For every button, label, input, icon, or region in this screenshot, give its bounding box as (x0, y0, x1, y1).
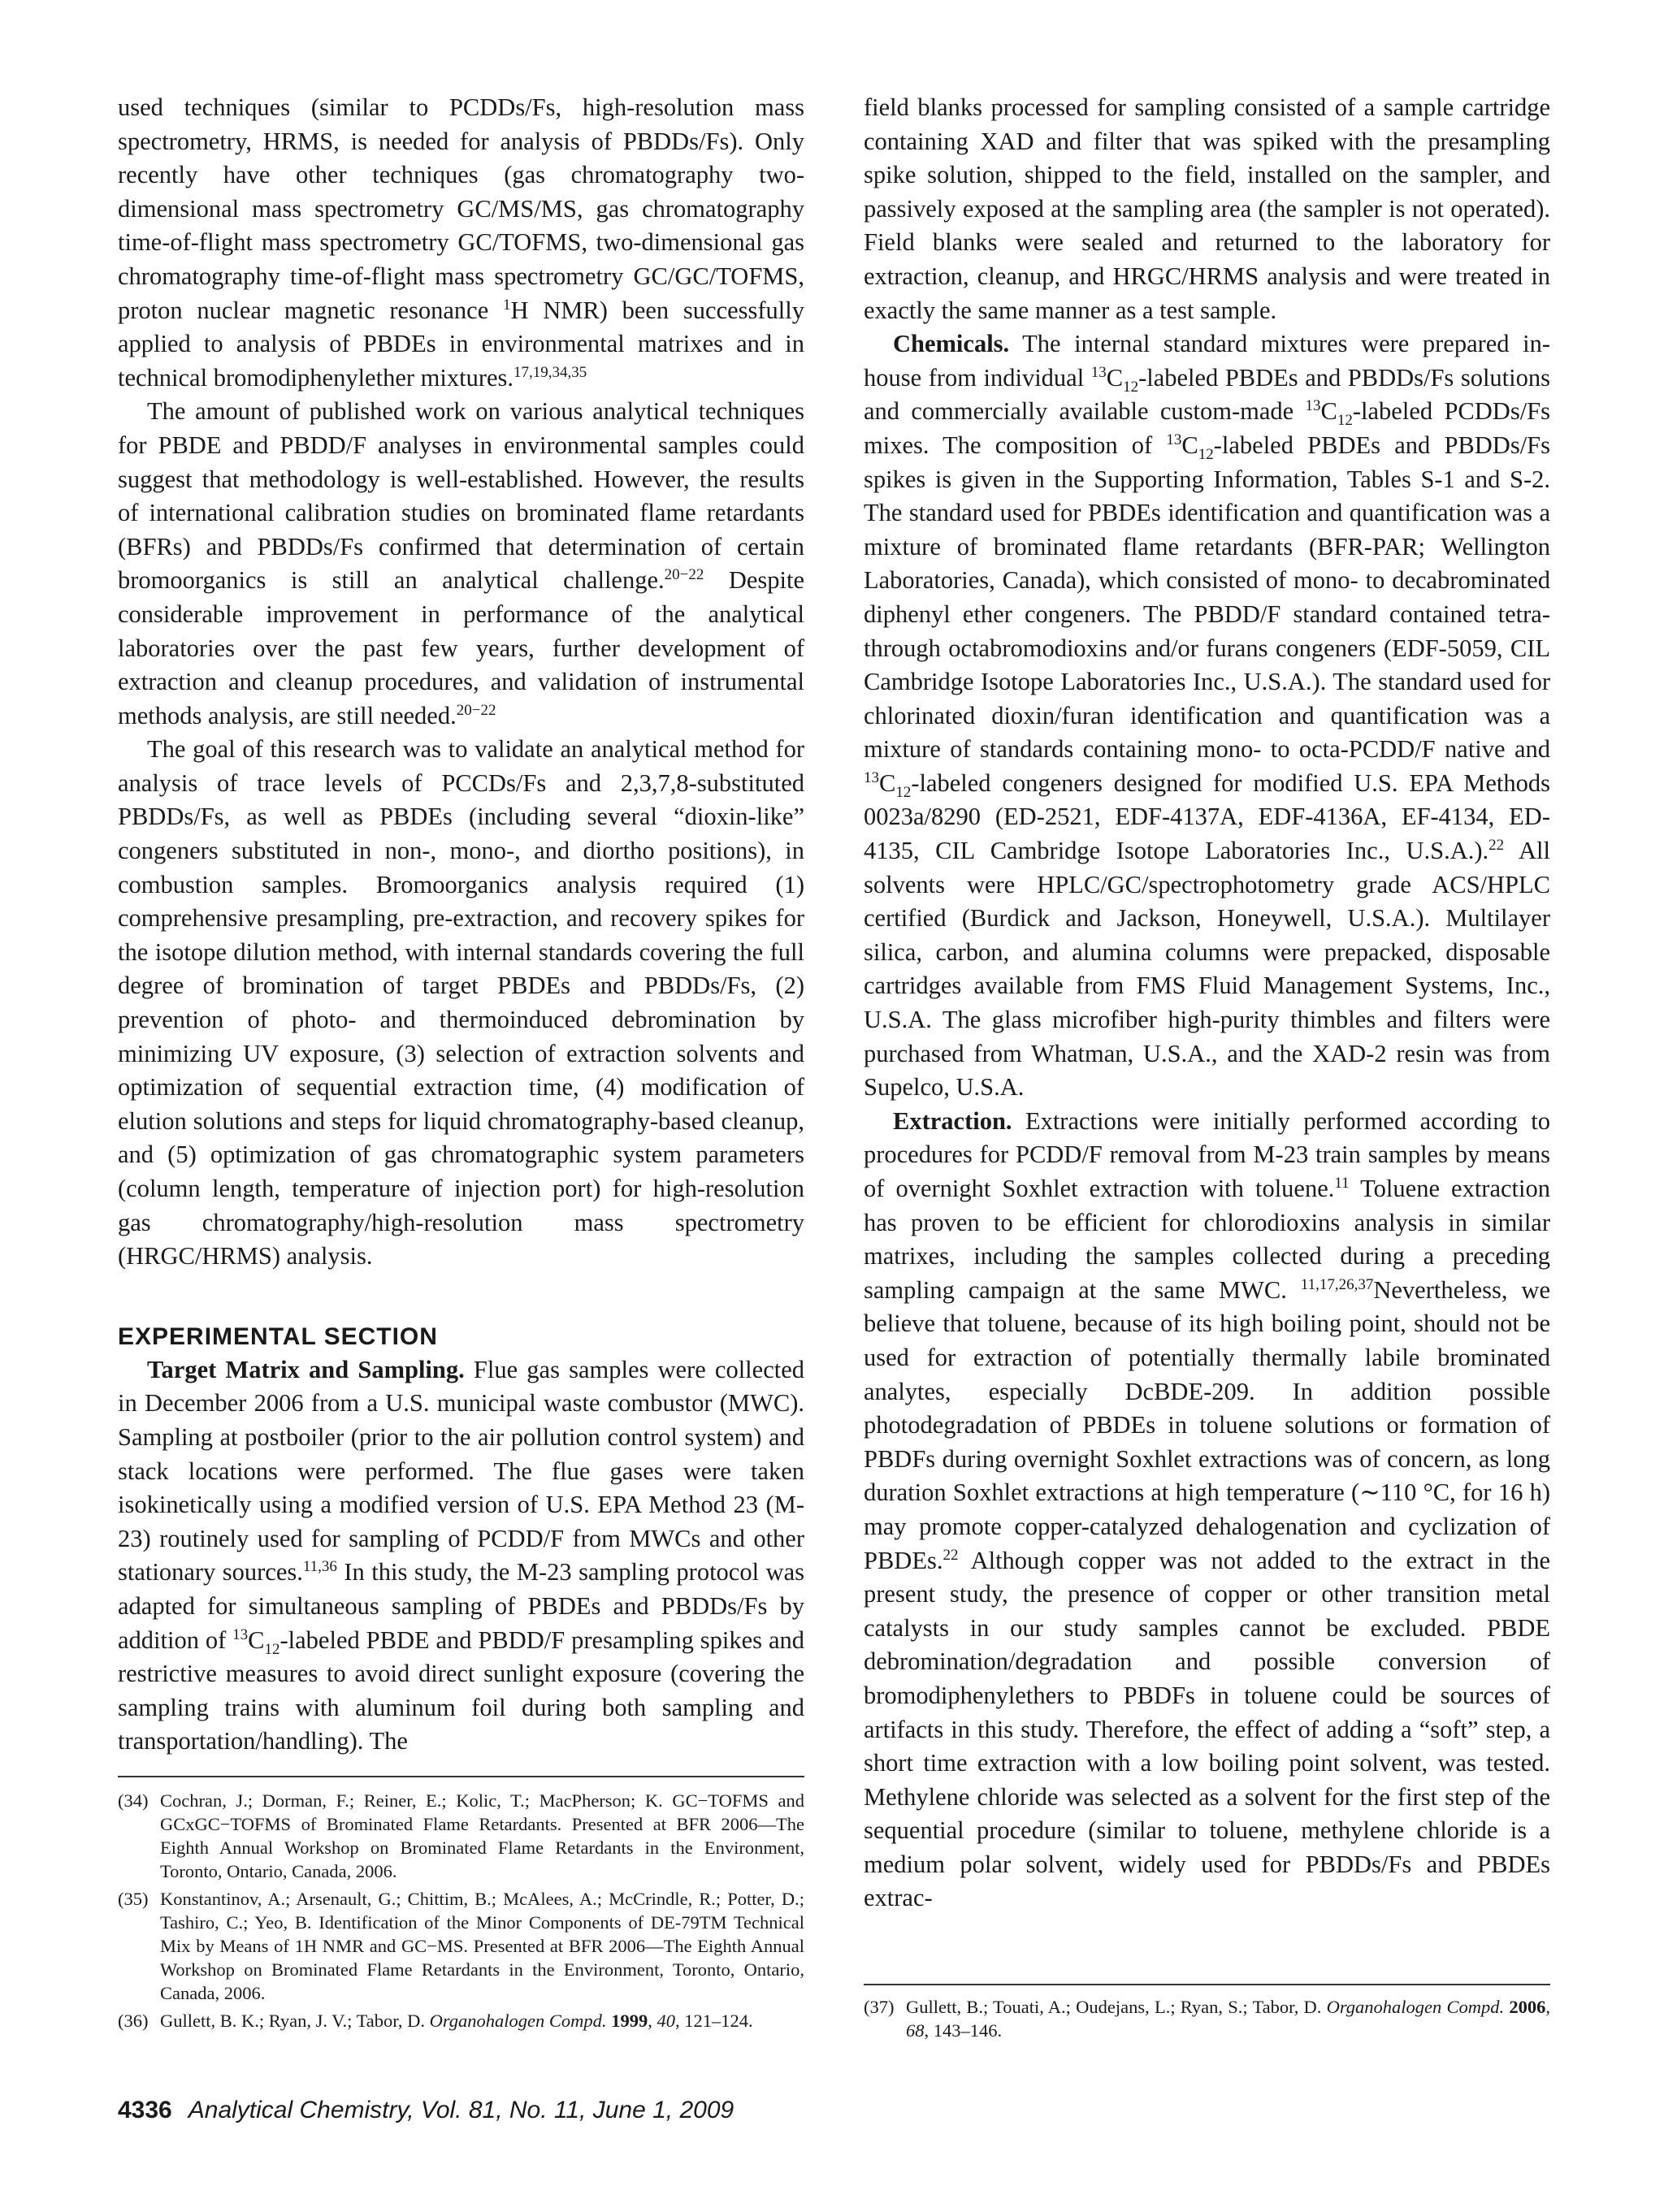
paragraph-research-goal: The goal of this research was to validate an analytical method for analysis of trace levels of PCCDs/Fs and 2,3,7,8-substituted PBDDs/Fs, as well as PBDEs (including several “dioxin-like” congeners substituted in non-, mono-, and diortho positions), in combustion samples. Bromoorganics analysis required (1) comprehensive presampling, pre-extraction, and recovery spikes for the isotope dilution method, with internal standards covering the full degree of bromination of target PBDEs and PBDDs/Fs, (2) prevention of photo- and thermoinduced debromination by minimizing UV exposure, (3) selection of extraction solvents and optimization of sequential extraction time, (4) modification of elution solutions and steps for liquid chromatography-based cleanup, and (5) optimization of gas chromatographic system parameters (column length, temperature of injection port) for high-resolution gas chromatography/high-resolution mass spectrometry (HRGC/HRMS) analysis. (118, 735, 804, 1270)
footnote-35: (35) Konstantinov, A.; Arsenault, G.; Chittim, B.; McAlees, A.; McCrindle, R.; Potter, D.; Tashiro, C.; Yeo, B. Identification of the Minor Components of DE-79TM Technical Mix by Means of 1H NMR and GC−MS. Presented at BFR 2006—The Eighth Annual Workshop on Brominated Flame Retardants in the Environment, Toronto, Ontario, Canada, 2006. (118, 1889, 804, 2003)
paragraph-published-work: The amount of published work on various analytical techniques for PBDE and PBDD/F analyses in environmental samples could suggest that methodology is well-established. However, the results of international calibration studies on brominated flame retardants (BFRs) and PBDDs/Fs confirmed that determination of certain bromoorganics is still an analytical challenge.$^{20-22}$ Despite considerable improvement in performance of the analytical laboratories over the past few years, further development of extraction and cleanup procedures, and validation of instrumental methods analysis, are still needed.$^{20-22}$ (118, 397, 804, 729)
citation: 11,36 (302, 1558, 337, 1576)
citation: 20−22 (456, 701, 496, 719)
footnote-36: (36) Gullett, B. K.; Ryan, J. V.; Tabor, D. Organohalogen Compd. 1999, 40, 121–124. (118, 2011, 753, 2031)
footnotes-right (864, 1995, 1550, 2046)
citation: 17,19,34,35 (514, 363, 587, 381)
footnote-rule-left (118, 1776, 804, 1777)
journal-citation: Analytical Chemistry, Vol. 81, No. 11, June 1, 2009 (188, 2097, 734, 2123)
citation: 20−22 (664, 566, 704, 584)
paragraph-intro-continued: used techniques (similar to PCDDs/Fs, high-resolution mass spectrometry, HRMS, is needed for analysis of PBDDs/Fs). Only recently have other techniques (gas chromatography two-dimensional mass spectrometry GC/MS/MS, gas chromatography time-of-flight mass spectrometry GC/TOFMS, two-dimensional gas chromatography time-of-flight mass spectrometry GC/GC/TOFMS, proton nuclear magnetic resonance $^1$H NMR) been successfully applied to analysis of PBDEs in environmental matrixes and in technical bromodiphenylether mixtures.$^{17,19,34,35}$ (118, 93, 804, 392)
page-number: 4336 (118, 2097, 172, 2123)
paragraph-chemicals: Chemicals. The internal standard mixtures were prepared in-house from individual $^{13}C_{12}$-labeled PBDEs and PBDDs/Fs solutions and commercially available custom-made $^{13}C_{12}$-labeled PCDDs/Fs mixes. The composition of $^{13}C_{12}$-labeled PBDEs and PBDDs/Fs spikes is given in the Supporting Information, Tables S-1 and S-2. The standard used for PBDEs identification and quantification was a mixture of brominated flame retardants (BFR-PAR; Wellington Laboratories, Canada), which consisted of mono- to decabrominated diphenyl ether congeners. The PBDD/F standard contained tetra- through octabromodioxins and/or furans congeners (EDF-5059, CIL Cambridge Isotope Laboratories Inc., U.S.A.). The standard used for chlorinated dioxin/furan identification and quantification was a mixture of standards containing mono- to octa-PCDD/F native and $^{13}C_{12}$-labeled congeners designed for modified U.S. EPA Methods 0023a/8290 (ED-2521, EDF-4137A, EDF-4136A, EF-4134, ED-4135, CIL Cambridge Isotope Laboratories Inc., U.S.A.).$^{22}$ All solvents were HPLC/GC/spectrophotometry grade ACS/HPLC certified (Burdick and Jackson, Honeywell, U.S.A.). Multilayer silica, carbon, and alumina columns were prepacked, disposable cartridges available from FMS Fluid Management Systems, Inc., U.S.A. The glass microfiber high-purity thimbles and filters were purchased from Whatman, U.S.A., and the XAD-2 resin was from Supelco, U.S.A. (864, 330, 1551, 1102)
right-column (864, 91, 1550, 1915)
run-in-heading: Extraction. (893, 1106, 1012, 1135)
page-footer (118, 2094, 734, 2127)
paragraph-extraction: Extraction. Extractions were initially performed according to procedures for PCDD/F removal from M-23 train samples by means of overnight Soxhlet extraction with toluene.$^{11}$ Toluene extraction has proven to be efficient for chlorodioxins analysis in similar matrixes, including the samples collected during a preceding sampling campaign at the same MWC. $^{11,17,26,37}$Nevertheless, we believe that toluene, because of its high boiling point, should not be used for extraction of potentially thermally labile brominated analytes, especially DcBDE-209. In addition possible photodegradation of PBDEs in toluene solutions or formation of PBDFs during overnight Soxhlet extractions was of concern, as long duration Soxhlet extractions at high temperature (∼110 °C, for 16 h) may promote copper-catalyzed dehalogenation and cyclization of PBDEs.$^{22}$ Although copper was not added to the extract in the present study, the presence of copper or other transition metal catalysts in our study samples cannot be excluded. PBDE debromination/degradation and possible conversion of bromodiphenylethers to PBDFs in toluene could be sources of artifacts in this study. Therefore, the effect of adding a “soft” step, a short time extraction with a low boiling point solvent, was tested. Methylene chloride was selected as a solvent for the first step of the sequential procedure (similar to toluene, methylene chloride is a medium polar solvent, widely used for PBDDs/Fs and PBDEs extrac- (864, 1106, 1550, 1912)
run-in-heading: Target Matrix and Sampling. (147, 1355, 465, 1383)
paragraph-target-matrix: Target Matrix and Sampling. Flue gas samples were collected in December 2006 from a U.S. municipal waste combustor (MWC). Sampling at postboiler (prior to the air pollution control system) and stack locations were performed. The flue gases were taken isokinetically using a modified version of U.S. EPA Method 23 (M-23) routinely used for sampling of PCDD/F from MWCs and other stationary sources.$^{11,36}$ In this study, the M-23 sampling protocol was adapted for simultaneous sampling of PBDEs and PBDDs/Fs by addition of $^{13}C_{12}$-labeled PBDE and PBDD/F presampling spikes and restrictive measures to avoid direct sunlight exposure (covering the sampling trains with aluminum foil during both sampling and transportation/handling). The (118, 1355, 804, 1755)
citation: 22 (1488, 836, 1505, 854)
left-column (118, 91, 804, 1759)
section-heading: EXPERIMENTAL SECTION (118, 1322, 438, 1350)
footnote-37: (37) Gullett, B.; Touati, A.; Oudejans, L.; Ryan, S.; Tabor, D. Organohalogen Compd. 2006, 68, 143–146. (864, 1997, 1550, 2041)
run-in-heading: Chemicals. (893, 330, 1010, 358)
footnote-rule-right (864, 1984, 1550, 1985)
citation: 11,17,26,37 (1300, 1275, 1374, 1293)
footnotes-left (118, 1789, 804, 2037)
citation: 22 (942, 1546, 959, 1564)
citation: 11 (1334, 1174, 1350, 1192)
footnote-34: (34) Cochran, J.; Dorman, F.; Reiner, E.; Kolic, T.; MacPherson; K. GC−TOFMS and GCxGC−TOFMS of Brominated Flame Retardants. Presented at BFR 2006—The Eighth Annual Workshop on Brominated Flame Retardants in the Environment, Toronto, Ontario, Canada, 2006. (118, 1790, 804, 1881)
paragraph-field-blanks: field blanks processed for sampling consisted of a sample cartridge containing XAD and filter that was spiked with the presampling spike solution, shipped to the field, installed on the sampler, and passively exposed at the sampling area (the sampler is not operated). Field blanks were sealed and returned to the laboratory for extraction, cleanup, and HRGC/HRMS analysis and were treated in exactly the same manner as a test sample. (864, 93, 1550, 324)
